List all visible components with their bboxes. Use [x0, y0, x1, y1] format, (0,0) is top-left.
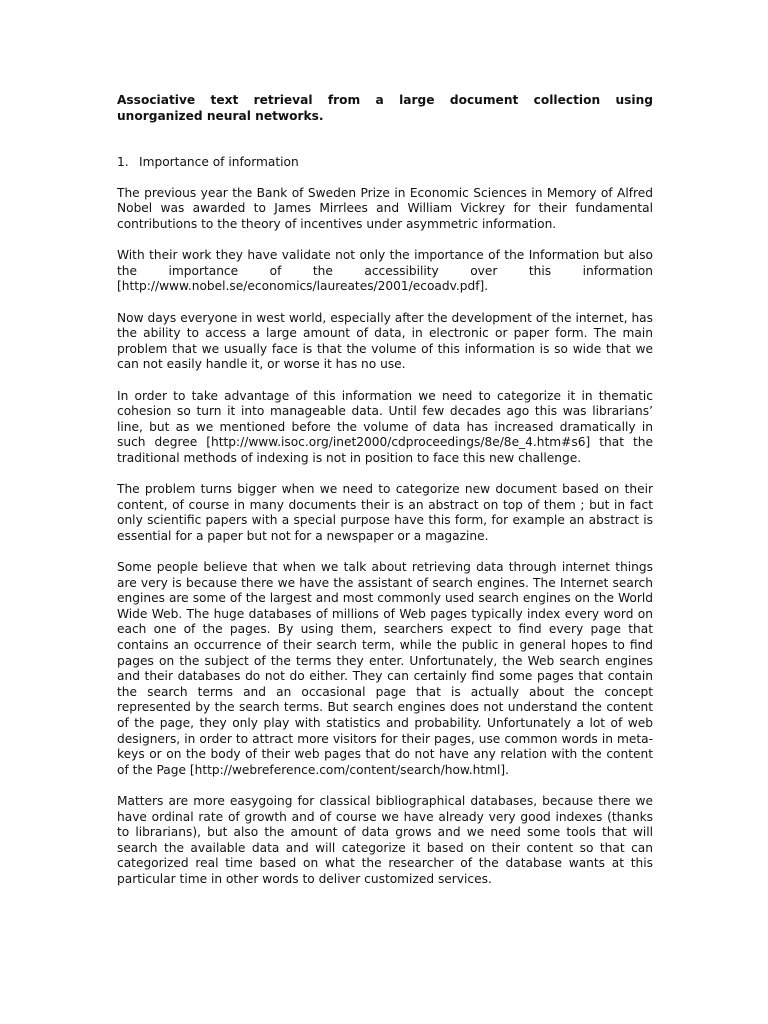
paragraph-accessibility: With their work they have validate not only the importance of the Information but also the importance of the accessibility over this information [http://www.nobel.se/economics/laureates/2001/ecoadv.pdf].	[117, 248, 653, 294]
paragraph-categorization: In order to take advantage of this information we need to categorize it in thematic cohesion so turn it into manageable data. Until few decades ago this was librarians’ line, but as we mentioned before the volume of data has increased dramatically in such degree [http://www.isoc.org/inet2000/cdproceedings/8e/8e_4.htm#s6] that the traditional methods of indexing is not in position to face this new challenge.	[117, 388, 653, 465]
paragraph-nobel-prize: The previous year the Bank of Sweden Prize in Economic Sciences in Memory of Alfred Nobel was awarded to James Mirrlees and William Vickrey for their fundamental contributions to the theory of incentives under asymmetric information.	[117, 185, 653, 231]
paragraph-data-volume: Now days everyone in west world, especially after the development of the internet, has the ability to access a large amount of data, in electronic or paper form. The main problem that we usually face is that the volume of this information is so wide that we can not easily handle it, or worse it has no use.	[117, 310, 653, 372]
paragraph-bibliographical-databases: Matters are more easygoing for classical bibliographical databases, because there we have ordinal rate of growth and of course we have already very good indexes (thanks to librarians), but also the amount of data grows and we need some tools that will search the available data and will categorize it based on their content so that can categorized real time based on what the researcher of the database wants at this particular time in other words to deliver customized services.	[117, 793, 653, 886]
paragraph-search-engines: Some people believe that when we talk about retrieving data through internet things are very is because there we have the assistant of search engines. The Internet search engines are some of the largest and most commonly used search engines on the World Wide Web. The huge databases of millions of Web pages typically index every word on each one of the pages. By using them, searchers expect to find every page that contains an occurrence of their search term, while the public in general hopes to find pages on the subject of the terms they enter. Unfortunately, the Web search engines and their databases do not do either. They can certainly find some pages that contain the search terms and an occasional page that is actually about the concept represented by the search terms. But search engines does not understand the content of the page, they only play with statistics and probability. Unfortunately a lot of web designers, in order to attract more visitors for their pages, use common words in meta-keys or on the body of their web pages that do not have any relation with the content of the Page [http://webreference.com/content/search/how.html].	[117, 560, 653, 777]
section-heading-text: Importance of information	[139, 155, 299, 170]
document-page	[117, 93, 653, 903]
paragraph-abstracts: The problem turns bigger when we need to categorize new document based on their content, of course in many documents their is an abstract on top of them ; but in fact only scientific papers with a special purpose have this form, for example an abstract is essential for a paper but not for a newspaper or a magazine.	[117, 482, 653, 543]
document-title: Associative text retrieval from a large document collection using unorganized neural networks.	[117, 93, 653, 123]
section-number: 1.	[117, 155, 129, 170]
section-heading	[117, 155, 653, 171]
